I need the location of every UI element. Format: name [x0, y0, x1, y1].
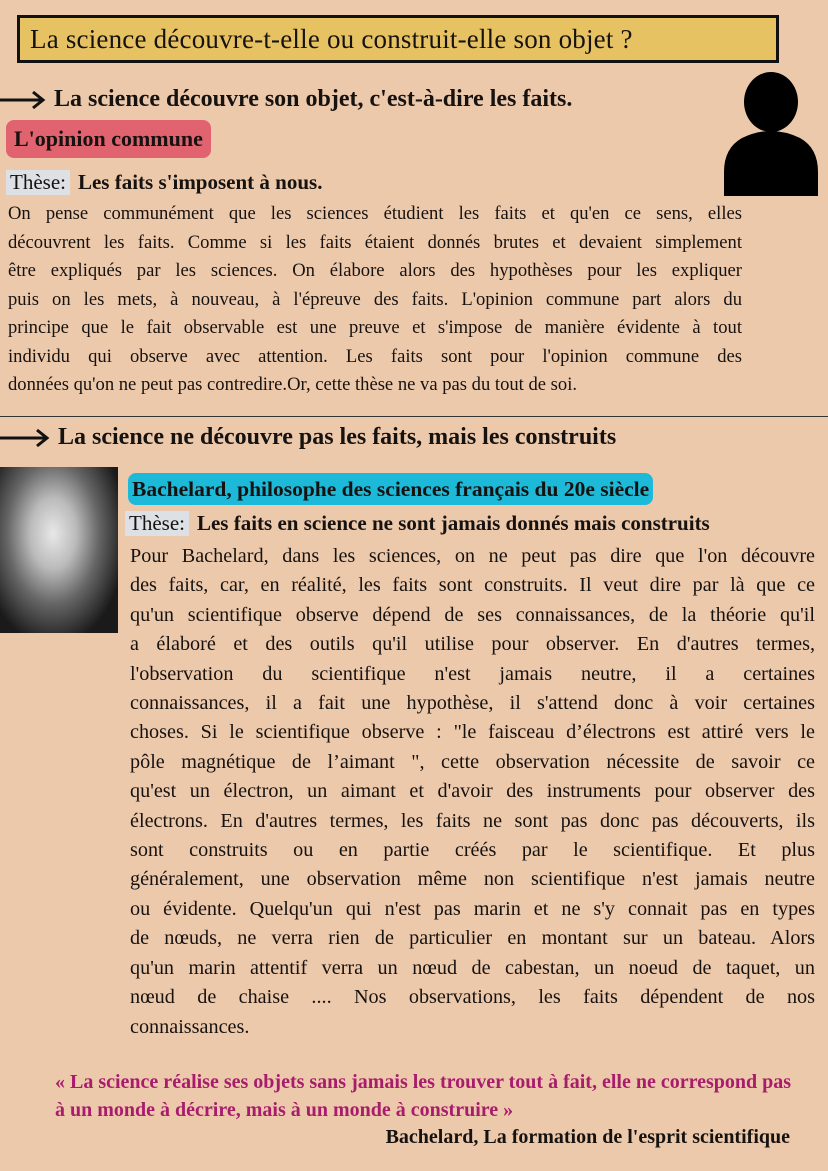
paragraph-line: de nœuds, ne verra rien de particulier en montant sur un bateau. Alors — [130, 927, 815, 950]
paragraph-line: données qu'on ne peut pas contredire.Or, cette thèse ne va pas du tout de soi. — [8, 374, 578, 395]
paragraph-line: être expliqués par les sciences. On élabore alors des hypothèses pour les expliquer — [8, 260, 742, 281]
paragraph-line: connaissances. — [130, 1015, 250, 1038]
opinion-commune-badge: L'opinion commune — [6, 120, 211, 158]
arrow-right-icon — [0, 90, 46, 110]
paragraph-line: découvrent les faits. Comme si les faits étaient donnés brutes et devaient simplement — [8, 231, 742, 253]
bachelard-quote: « La science réalise ses objets sans jamais les trouver tout à fait, elle ne correspond pas à un monde à décrire, mais à un monde à construire » — [55, 1071, 792, 1121]
these-label: Thèse: — [125, 511, 189, 536]
paragraph-line: Pour Bachelard, dans les sciences, on ne peut pas dire que l'on découvre — [130, 545, 815, 567]
paragraph-line: pôle magnétique de l’aimant ", cette observation nécessite de savoir ce — [130, 750, 815, 773]
paragraph-line: ou évidente. Quelqu'un qui n'est pas marin et ne s'y connait pas en types — [130, 897, 815, 920]
section-divider — [0, 416, 828, 417]
paragraph-line: sont construits ou en partie créés par le scientifique. Et plus — [130, 839, 815, 862]
paragraph-line: qu'est un électron, un aimant et d'avoir des instruments pour observer des — [130, 780, 815, 803]
these-text: Les faits en science ne sont jamais donnés mais construits — [196, 510, 710, 535]
paragraph-line: a élaboré et des outils qu'il utilise pour observer. En d'autres termes, — [130, 633, 815, 656]
paragraph-line: qu'un marin attentif verra un nœud de cabestan, un noeud de taquet, un — [130, 956, 815, 979]
paragraph-line: qu'un scientifique observe dépend de ses connaissances, de la théorie qu'il — [130, 603, 815, 626]
paragraph-line: individu qui observe avec attention. Les faits sont pour l'opinion commune des — [8, 345, 742, 367]
these-label: Thèse: — [6, 170, 70, 195]
paragraph-line: puis on les mets, à nouveau, à l'épreuve des faits. L'opinion commune part alors du — [8, 288, 742, 310]
bachelard-portrait — [0, 467, 118, 633]
paragraph-line: connaissances, il a fait une hypothèse, il s'attend donc à voir certaines — [130, 692, 815, 715]
section1-these — [6, 168, 322, 196]
bachelard-badge: Bachelard, philosophe des sciences français du 20e siècle — [128, 473, 653, 505]
paragraph-line: principe que le fait observable est une preuve et s'impose de manière évidente à tout — [8, 317, 742, 338]
paragraph-line: généralement, une observation même non scientifique n'est jamais neutre — [130, 868, 815, 891]
section1-paragraph — [8, 200, 742, 400]
section2-these — [125, 508, 710, 538]
these-text: Les faits s'imposent à nous. — [77, 169, 323, 194]
paragraph-line: On pense communément que les sciences étudient les faits et qu'en ce sens, elles — [8, 203, 742, 224]
paragraph-line: des faits, car, en réalité, les faits sont construits. Il veut dire par là que ce — [130, 574, 815, 597]
paragraph-line: l'observation du scientifique n'est jamais neutre, il a certaines — [130, 662, 815, 685]
person-icon — [722, 72, 820, 200]
section2-paragraph — [130, 542, 815, 1042]
arrow-right-icon — [0, 428, 50, 448]
section2-heading — [0, 424, 616, 451]
paragraph-line: choses. Si le scientifique observe : "le faisceau d’électrons est attiré vers le — [130, 721, 815, 744]
section1-heading-text: La science découvre son objet, c'est-à-dire les faits. — [54, 86, 573, 112]
page-title: La science découvre-t-elle ou construit-elle son objet ? — [17, 15, 779, 63]
section1-heading — [0, 86, 572, 113]
section2-heading-text: La science ne découvre pas les faits, mais les construits — [58, 424, 617, 450]
paragraph-line: électrons. En d'autres termes, les faits ne sont pas donc pas découverts, ils — [130, 809, 815, 832]
quote-source: Bachelard, La formation de l'esprit scientifique — [385, 1126, 790, 1148]
paragraph-line: nœud de chaise .... Nos observations, les faits dépendent de nos — [130, 986, 815, 1009]
